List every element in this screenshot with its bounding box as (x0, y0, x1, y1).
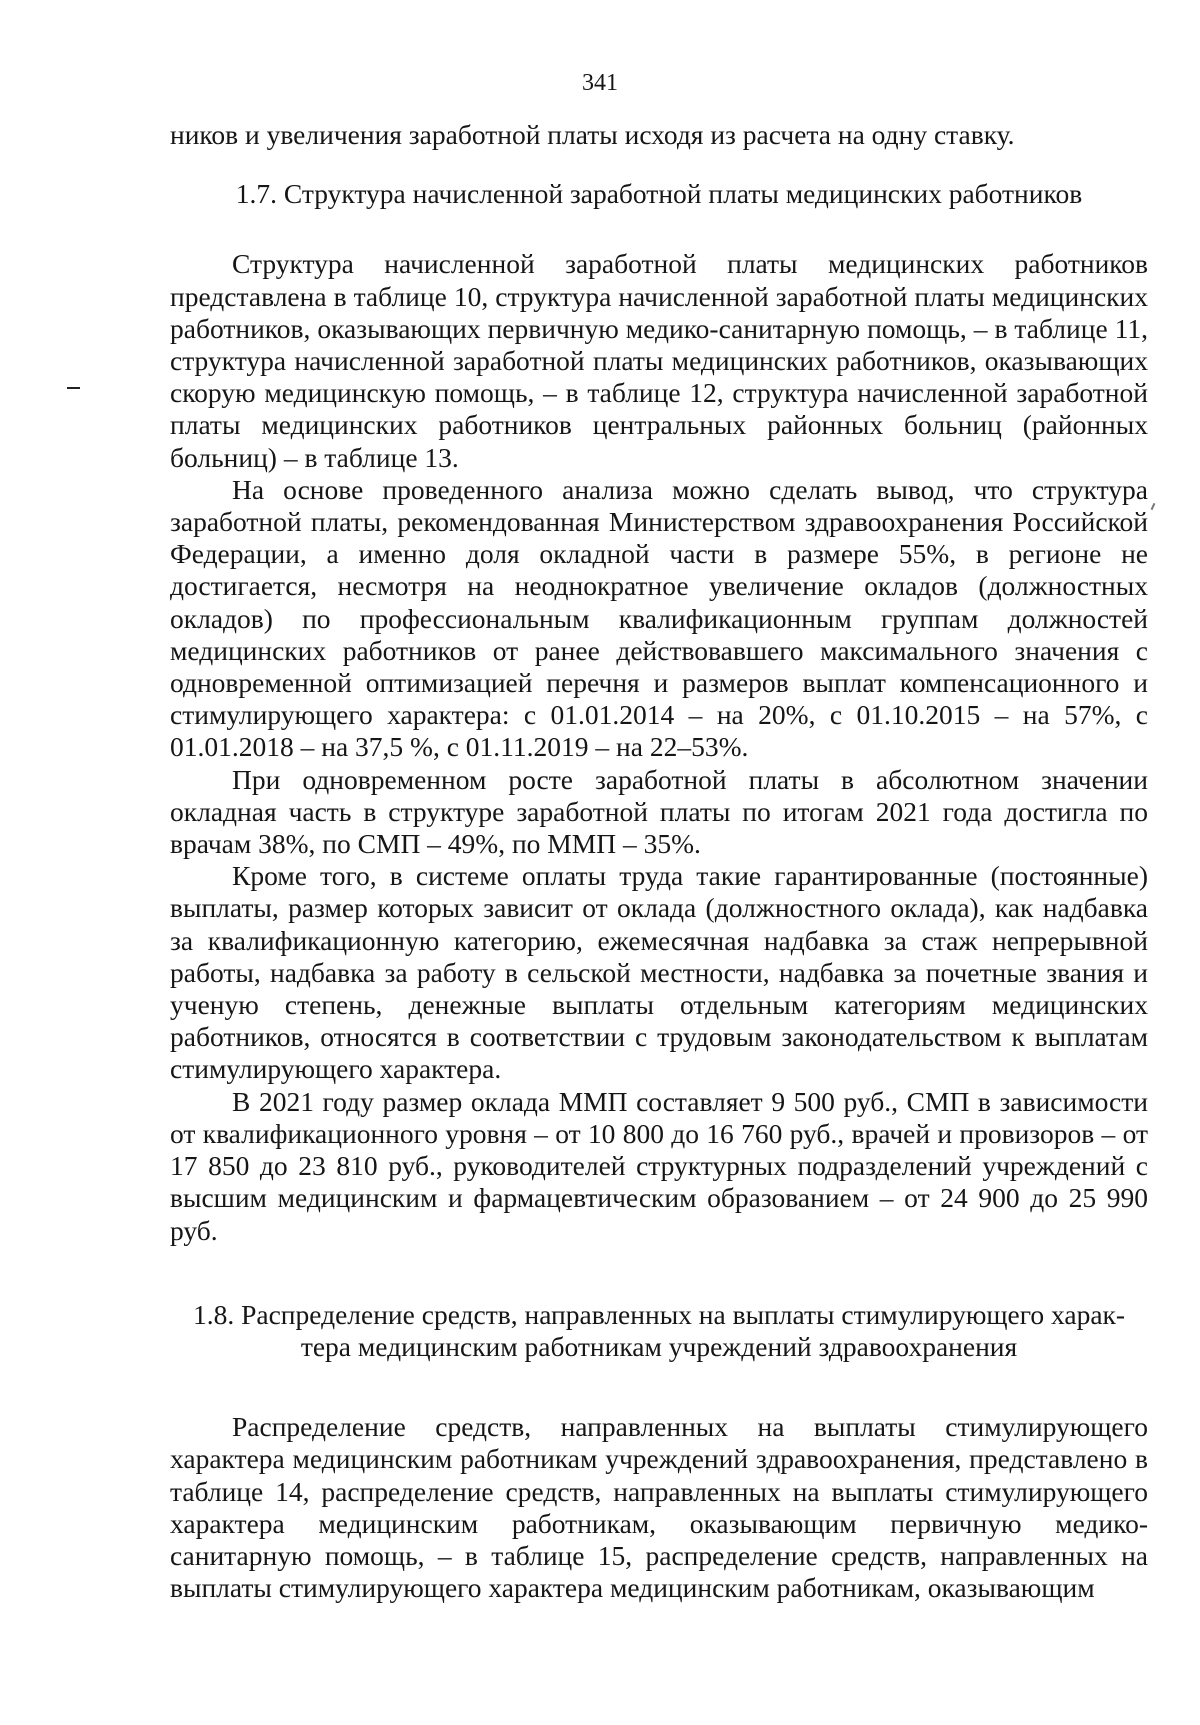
paragraph-structure-tables: Структура начисленной заработной платы медицинских работников представлена в таблице 10, структура начисленной заработной платы медицинских работников, оказывающих первичную медико-санитарную помощь, – в таблице 11, структура начисленной заработной платы медицинских работников, оказывающих скорую медицинскую помощь, – в таблице 12, структура начисленной заработной платы медицинских работников центральных районных больниц (районных больниц) – в таблице 13. (170, 248, 1148, 473)
paragraph-analysis-conclusion: На основе проведенного анализа можно сделать вывод, что структура заработной платы, рекомендованная Министерством здравоохранения Российской Федерации, а именно доля окладной части в размере 55%, в регионе не достигается, несмотря на неоднократное увеличение окладов (должностных окладов) по профессиональным квалификационным группам должностей медицинских работников от ранее действовавшего максимального значения с одновременной оптимизацией перечня и размеров выплат компенсационного и стимулирующего характера: с 01.01.2014 – на 20%, с 01.10.2015 – на 57%, с 01.01.2018 – на 37,5 %, с 01.11.2019 – на 22–53%. (170, 473, 1148, 763)
margin-tick-mark (1151, 503, 1156, 510)
document-body (170, 119, 1148, 1604)
continued-paragraph: ников и увеличения заработной платы исходя из расчета на одну ставку. (170, 119, 1015, 150)
section-heading-1-8 (170, 1299, 1148, 1363)
paragraph-distribution-tables: Распределение средств, направленных на выплаты стимулирующего характера медицинским работникам учреждений здравоохранения, представлено в таблице 14, распределение средств, направленных на выплаты стимулирующего характера медицинским работникам, оказывающим первичную медико-санитарную помощь, – в таблице 15, распределение средств, направленных на выплаты стимулирующего характера медицинским работникам, оказывающим (170, 1411, 1148, 1604)
section-heading-1-7: 1.7. Структура начисленной заработной платы медицинских работников (235, 178, 1083, 210)
section-heading-1-8-line-1: 1.8. Распределение средств, направленных на выплаты стимулирующего харак- (192, 1298, 1126, 1330)
section-heading-1-8-line-2: тера медицинским работникам учреждений здравоохранения (300, 1330, 1018, 1362)
paragraph-guaranteed-payments: Кроме того, в системе оплаты труда такие гарантированные (постоянные) выплаты, размер которых зависит от оклада (должностного оклада), как надбавка за квалификационную категорию, ежемесячная надбавка за стаж непрерывной работы, надбавка за работу в сельской местности, надбавка за почетные звания и ученую степень, денежные выплаты отдельным категориям медицинских работников, относятся в соответствии с трудовым законодательством к выплатам стимулирующего характера. (170, 860, 1148, 1085)
paragraph-salary-growth: При одновременном росте заработной платы в абсолютном значении окладная часть в структуре заработной платы по итогам 2021 года достигла по врачам 38%, по СМП – 49%, по ММП – 35%. (170, 763, 1148, 860)
page-number: 341 (582, 70, 618, 96)
margin-dash-mark (67, 387, 80, 389)
paragraph-salary-amounts-2021: В 2021 году размер оклада ММП составляет 9 500 руб., СМП в зависимости от квалификационного уровня – от 10 800 до 16 760 руб., врачей и провизоров – от 17 850 до 23 810 руб., руководителей структурных подразделений учреждений с высшим медицинским и фармацевтическим образованием – от 24 900 до 25 990 руб. (170, 1085, 1148, 1246)
